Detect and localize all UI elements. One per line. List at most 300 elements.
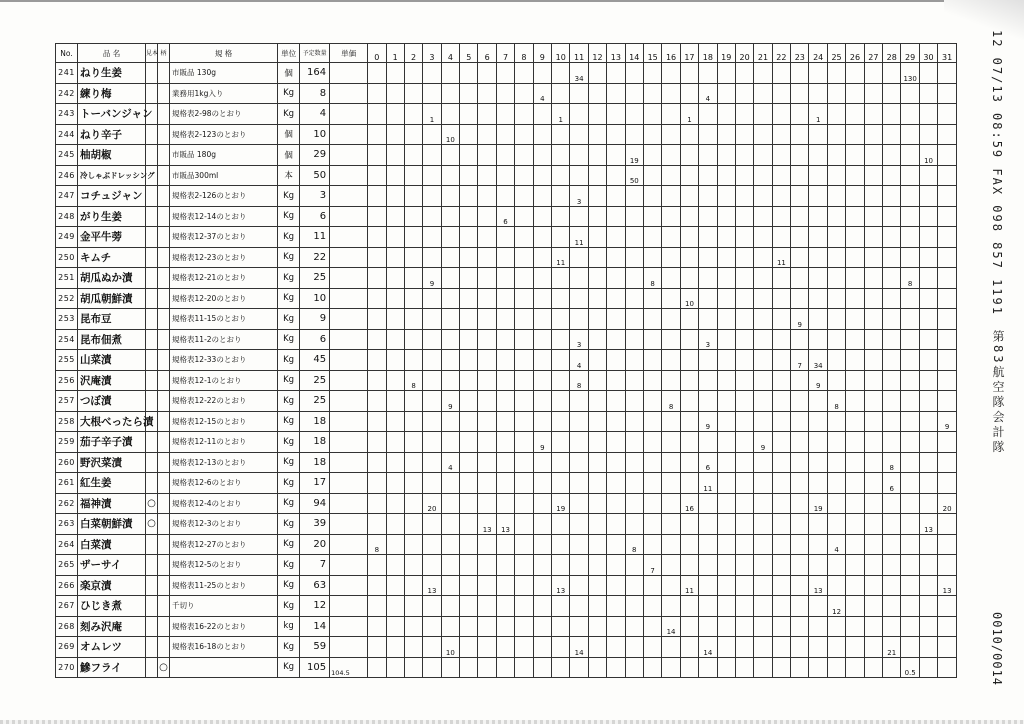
day-cell-11 bbox=[570, 493, 588, 514]
day-cell-25 bbox=[827, 288, 845, 309]
day-cell-3 bbox=[423, 124, 441, 145]
day-cell-14 bbox=[625, 268, 643, 289]
day-cell-8 bbox=[515, 247, 533, 268]
day-cell-29 bbox=[901, 165, 919, 186]
day-cell-3 bbox=[423, 350, 441, 371]
sample-mark bbox=[146, 309, 158, 330]
day-cell-20 bbox=[735, 514, 753, 535]
day-cell-13 bbox=[607, 104, 625, 125]
item-unit: 個 bbox=[278, 63, 300, 84]
item-unit: 個 bbox=[278, 145, 300, 166]
day-cell-6 bbox=[478, 104, 496, 125]
day-cell-14 bbox=[625, 432, 643, 453]
table-row bbox=[56, 370, 957, 391]
item-unit: Kg bbox=[278, 637, 300, 658]
header-day-24: 24 bbox=[809, 44, 827, 63]
day-cell-12 bbox=[588, 596, 606, 617]
day-cell-28: 21 bbox=[883, 637, 901, 658]
item-unit: Kg bbox=[278, 350, 300, 371]
day-cell-0 bbox=[368, 473, 386, 494]
day-cell-31 bbox=[938, 370, 957, 391]
day-cell-22 bbox=[772, 83, 790, 104]
day-cell-13 bbox=[607, 124, 625, 145]
row-number: 256 bbox=[56, 370, 78, 391]
day-cell-8 bbox=[515, 186, 533, 207]
day-cell-13 bbox=[607, 145, 625, 166]
day-cell-24 bbox=[809, 391, 827, 412]
day-cell-5 bbox=[460, 514, 478, 535]
day-cell-7 bbox=[496, 616, 514, 637]
day-cell-20 bbox=[735, 309, 753, 330]
header-day-17: 17 bbox=[680, 44, 698, 63]
day-cell-26 bbox=[846, 165, 864, 186]
day-cell-23 bbox=[791, 452, 809, 473]
day-cell-28 bbox=[883, 350, 901, 371]
pattern-mark bbox=[158, 247, 170, 268]
day-cell-30 bbox=[919, 432, 937, 453]
day-cell-26 bbox=[846, 452, 864, 473]
day-cell-10 bbox=[552, 288, 570, 309]
day-cell-0 bbox=[368, 452, 386, 473]
day-cell-31 bbox=[938, 145, 957, 166]
day-cell-11 bbox=[570, 206, 588, 227]
day-cell-20 bbox=[735, 391, 753, 412]
day-cell-24 bbox=[809, 452, 827, 473]
day-cell-19 bbox=[717, 124, 735, 145]
day-cell-3 bbox=[423, 555, 441, 576]
day-cell-18 bbox=[699, 350, 717, 371]
day-cell-7 bbox=[496, 534, 514, 555]
header-day-26: 26 bbox=[846, 44, 864, 63]
day-cell-14 bbox=[625, 411, 643, 432]
planned-quantity: 25 bbox=[300, 391, 330, 412]
day-cell-8 bbox=[515, 657, 533, 678]
day-cell-15 bbox=[643, 432, 661, 453]
unit-price bbox=[330, 268, 368, 289]
day-cell-26 bbox=[846, 83, 864, 104]
header-day-27: 27 bbox=[864, 44, 882, 63]
pattern-mark bbox=[158, 534, 170, 555]
day-cell-31 bbox=[938, 596, 957, 617]
day-cell-4 bbox=[441, 104, 459, 125]
day-cell-29 bbox=[901, 616, 919, 637]
day-cell-6 bbox=[478, 432, 496, 453]
day-cell-16: 14 bbox=[662, 616, 680, 637]
day-cell-27 bbox=[864, 637, 882, 658]
day-cell-8 bbox=[515, 288, 533, 309]
day-cell-8 bbox=[515, 268, 533, 289]
day-cell-2 bbox=[404, 432, 422, 453]
day-cell-27 bbox=[864, 268, 882, 289]
day-cell-27 bbox=[864, 493, 882, 514]
day-cell-9 bbox=[533, 350, 551, 371]
day-cell-4 bbox=[441, 596, 459, 617]
day-cell-12 bbox=[588, 206, 606, 227]
day-cell-31 bbox=[938, 227, 957, 248]
day-cell-1 bbox=[386, 247, 404, 268]
day-cell-14 bbox=[625, 514, 643, 535]
day-cell-31 bbox=[938, 329, 957, 350]
day-cell-27 bbox=[864, 411, 882, 432]
day-cell-29 bbox=[901, 247, 919, 268]
day-cell-12 bbox=[588, 145, 606, 166]
day-cell-19 bbox=[717, 575, 735, 596]
unit-price bbox=[330, 411, 368, 432]
day-cell-1 bbox=[386, 329, 404, 350]
day-cell-10 bbox=[552, 391, 570, 412]
day-cell-26 bbox=[846, 391, 864, 412]
header-day-22: 22 bbox=[772, 44, 790, 63]
day-cell-23 bbox=[791, 555, 809, 576]
day-cell-3 bbox=[423, 288, 441, 309]
day-cell-3 bbox=[423, 165, 441, 186]
pattern-mark bbox=[158, 637, 170, 658]
day-cell-5 bbox=[460, 206, 478, 227]
day-cell-5 bbox=[460, 288, 478, 309]
item-spec: 規格表12-6のとおり bbox=[170, 473, 278, 494]
unit-price bbox=[330, 452, 368, 473]
day-cell-7 bbox=[496, 637, 514, 658]
pattern-mark bbox=[158, 268, 170, 289]
day-cell-23 bbox=[791, 63, 809, 84]
day-cell-6 bbox=[478, 268, 496, 289]
day-cell-12 bbox=[588, 104, 606, 125]
day-cell-21 bbox=[754, 145, 772, 166]
table-row bbox=[56, 391, 957, 412]
day-cell-22 bbox=[772, 227, 790, 248]
day-cell-1 bbox=[386, 575, 404, 596]
day-cell-26 bbox=[846, 514, 864, 535]
day-cell-8 bbox=[515, 534, 533, 555]
day-cell-23 bbox=[791, 165, 809, 186]
day-cell-14 bbox=[625, 309, 643, 330]
day-cell-20 bbox=[735, 288, 753, 309]
day-cell-0 bbox=[368, 370, 386, 391]
item-unit: Kg bbox=[278, 555, 300, 576]
day-cell-0 bbox=[368, 514, 386, 535]
day-cell-24 bbox=[809, 288, 827, 309]
day-cell-26 bbox=[846, 616, 864, 637]
table-row bbox=[56, 288, 957, 309]
sample-mark bbox=[146, 637, 158, 658]
day-cell-28 bbox=[883, 83, 901, 104]
day-cell-22 bbox=[772, 616, 790, 637]
day-cell-20 bbox=[735, 227, 753, 248]
day-cell-22 bbox=[772, 186, 790, 207]
row-number: 260 bbox=[56, 452, 78, 473]
day-cell-16 bbox=[662, 514, 680, 535]
day-cell-25 bbox=[827, 83, 845, 104]
day-cell-11 bbox=[570, 288, 588, 309]
day-cell-27 bbox=[864, 124, 882, 145]
header-spec: 規 格 bbox=[170, 44, 278, 63]
day-cell-1 bbox=[386, 452, 404, 473]
day-cell-27 bbox=[864, 657, 882, 678]
day-cell-28 bbox=[883, 514, 901, 535]
day-cell-1 bbox=[386, 370, 404, 391]
day-cell-18 bbox=[699, 309, 717, 330]
day-cell-27 bbox=[864, 575, 882, 596]
day-cell-7 bbox=[496, 247, 514, 268]
day-cell-5 bbox=[460, 165, 478, 186]
item-unit: Kg bbox=[278, 473, 300, 494]
day-cell-14 bbox=[625, 616, 643, 637]
day-cell-25 bbox=[827, 63, 845, 84]
item-spec: 市販品 180g bbox=[170, 145, 278, 166]
day-cell-27 bbox=[864, 350, 882, 371]
day-cell-25: 12 bbox=[827, 596, 845, 617]
table-row bbox=[56, 350, 957, 371]
day-cell-2 bbox=[404, 63, 422, 84]
day-cell-18 bbox=[699, 145, 717, 166]
day-cell-3 bbox=[423, 309, 441, 330]
day-cell-27 bbox=[864, 227, 882, 248]
day-cell-19 bbox=[717, 596, 735, 617]
day-cell-11 bbox=[570, 104, 588, 125]
day-cell-11: 3 bbox=[570, 329, 588, 350]
planned-quantity: 22 bbox=[300, 247, 330, 268]
day-cell-29 bbox=[901, 575, 919, 596]
day-cell-31 bbox=[938, 391, 957, 412]
day-cell-22 bbox=[772, 104, 790, 125]
day-cell-16 bbox=[662, 657, 680, 678]
day-cell-29 bbox=[901, 432, 919, 453]
day-cell-5 bbox=[460, 268, 478, 289]
table-row bbox=[56, 329, 957, 350]
day-cell-26 bbox=[846, 268, 864, 289]
header-day-8: 8 bbox=[515, 44, 533, 63]
day-cell-3: 13 bbox=[423, 575, 441, 596]
item-name: 胡瓜ぬか漬 bbox=[78, 268, 146, 289]
day-cell-25 bbox=[827, 473, 845, 494]
day-cell-1 bbox=[386, 391, 404, 412]
day-cell-13 bbox=[607, 637, 625, 658]
day-cell-6 bbox=[478, 227, 496, 248]
day-cell-6 bbox=[478, 145, 496, 166]
day-cell-28 bbox=[883, 616, 901, 637]
day-cell-15 bbox=[643, 288, 661, 309]
day-cell-30 bbox=[919, 227, 937, 248]
day-cell-2 bbox=[404, 493, 422, 514]
day-cell-18: 14 bbox=[699, 637, 717, 658]
day-cell-1 bbox=[386, 637, 404, 658]
unit-price bbox=[330, 145, 368, 166]
day-cell-28 bbox=[883, 329, 901, 350]
row-number: 248 bbox=[56, 206, 78, 227]
day-cell-15 bbox=[643, 534, 661, 555]
day-cell-30 bbox=[919, 186, 937, 207]
sample-mark bbox=[146, 391, 158, 412]
sample-mark bbox=[146, 432, 158, 453]
day-cell-3 bbox=[423, 534, 441, 555]
day-cell-11 bbox=[570, 124, 588, 145]
day-cell-28: 6 bbox=[883, 473, 901, 494]
day-cell-17 bbox=[680, 555, 698, 576]
day-cell-7 bbox=[496, 227, 514, 248]
day-cell-16 bbox=[662, 83, 680, 104]
pattern-mark bbox=[158, 329, 170, 350]
day-cell-22 bbox=[772, 206, 790, 227]
day-cell-5 bbox=[460, 596, 478, 617]
day-cell-29 bbox=[901, 206, 919, 227]
item-unit: Kg bbox=[278, 309, 300, 330]
order-sheet bbox=[55, 43, 957, 678]
day-cell-18 bbox=[699, 288, 717, 309]
day-cell-24 bbox=[809, 268, 827, 289]
day-cell-25 bbox=[827, 309, 845, 330]
day-cell-23 bbox=[791, 288, 809, 309]
day-cell-6 bbox=[478, 83, 496, 104]
day-cell-27 bbox=[864, 104, 882, 125]
day-cell-25 bbox=[827, 165, 845, 186]
header-unit: 単位 bbox=[278, 44, 300, 63]
row-number: 259 bbox=[56, 432, 78, 453]
planned-quantity: 18 bbox=[300, 411, 330, 432]
day-cell-18 bbox=[699, 268, 717, 289]
day-cell-20 bbox=[735, 186, 753, 207]
day-cell-27 bbox=[864, 514, 882, 535]
day-cell-1 bbox=[386, 124, 404, 145]
pattern-mark bbox=[158, 452, 170, 473]
day-cell-24 bbox=[809, 206, 827, 227]
day-cell-27 bbox=[864, 473, 882, 494]
day-cell-4: 10 bbox=[441, 637, 459, 658]
day-cell-28 bbox=[883, 596, 901, 617]
day-cell-15: 8 bbox=[643, 268, 661, 289]
day-cell-10 bbox=[552, 145, 570, 166]
day-cell-19 bbox=[717, 657, 735, 678]
day-cell-9 bbox=[533, 637, 551, 658]
sample-mark bbox=[146, 288, 158, 309]
day-cell-7 bbox=[496, 493, 514, 514]
unit-price bbox=[330, 432, 368, 453]
day-cell-11 bbox=[570, 575, 588, 596]
day-cell-17 bbox=[680, 473, 698, 494]
row-number: 266 bbox=[56, 575, 78, 596]
day-cell-22 bbox=[772, 596, 790, 617]
day-cell-21 bbox=[754, 329, 772, 350]
day-cell-18 bbox=[699, 575, 717, 596]
day-cell-30 bbox=[919, 104, 937, 125]
planned-quantity: 25 bbox=[300, 370, 330, 391]
day-cell-21 bbox=[754, 247, 772, 268]
day-cell-15 bbox=[643, 370, 661, 391]
day-cell-8 bbox=[515, 329, 533, 350]
day-cell-14 bbox=[625, 104, 643, 125]
day-cell-24 bbox=[809, 616, 827, 637]
day-cell-11: 4 bbox=[570, 350, 588, 371]
day-cell-10 bbox=[552, 227, 570, 248]
item-name: 野沢菜漬 bbox=[78, 452, 146, 473]
day-cell-22 bbox=[772, 493, 790, 514]
header-day-28: 28 bbox=[883, 44, 901, 63]
unit-price bbox=[330, 350, 368, 371]
item-spec: 規格表2-123のとおり bbox=[170, 124, 278, 145]
item-name: 昆布佃煮 bbox=[78, 329, 146, 350]
day-cell-27 bbox=[864, 534, 882, 555]
unit-price bbox=[330, 206, 368, 227]
planned-quantity: 20 bbox=[300, 534, 330, 555]
day-cell-30 bbox=[919, 370, 937, 391]
day-cell-0: 8 bbox=[368, 534, 386, 555]
day-cell-14 bbox=[625, 575, 643, 596]
day-cell-17 bbox=[680, 247, 698, 268]
day-cell-7 bbox=[496, 555, 514, 576]
day-cell-17 bbox=[680, 514, 698, 535]
day-cell-27 bbox=[864, 186, 882, 207]
day-cell-22 bbox=[772, 555, 790, 576]
day-cell-30 bbox=[919, 575, 937, 596]
day-cell-26 bbox=[846, 186, 864, 207]
day-cell-19 bbox=[717, 370, 735, 391]
day-cell-11 bbox=[570, 268, 588, 289]
pattern-mark bbox=[158, 473, 170, 494]
day-cell-21 bbox=[754, 186, 772, 207]
day-cell-2 bbox=[404, 616, 422, 637]
pattern-mark bbox=[158, 309, 170, 330]
day-cell-8 bbox=[515, 473, 533, 494]
day-cell-10 bbox=[552, 186, 570, 207]
day-cell-21 bbox=[754, 493, 772, 514]
item-name: ねり辛子 bbox=[78, 124, 146, 145]
day-cell-19 bbox=[717, 350, 735, 371]
row-number: 265 bbox=[56, 555, 78, 576]
day-cell-1 bbox=[386, 268, 404, 289]
day-cell-9 bbox=[533, 452, 551, 473]
day-cell-15 bbox=[643, 309, 661, 330]
item-name: キムチ bbox=[78, 247, 146, 268]
day-cell-14 bbox=[625, 247, 643, 268]
day-cell-6 bbox=[478, 411, 496, 432]
pattern-mark bbox=[158, 124, 170, 145]
day-cell-12 bbox=[588, 124, 606, 145]
planned-quantity: 6 bbox=[300, 329, 330, 350]
unit-price bbox=[330, 329, 368, 350]
row-number: 252 bbox=[56, 288, 78, 309]
day-cell-17 bbox=[680, 616, 698, 637]
day-cell-7 bbox=[496, 145, 514, 166]
day-cell-31 bbox=[938, 63, 957, 84]
day-cell-14 bbox=[625, 391, 643, 412]
unit-price bbox=[330, 555, 368, 576]
day-cell-1 bbox=[386, 616, 404, 637]
day-cell-15 bbox=[643, 493, 661, 514]
day-cell-13 bbox=[607, 473, 625, 494]
day-cell-17: 10 bbox=[680, 288, 698, 309]
day-cell-14 bbox=[625, 657, 643, 678]
day-cell-25 bbox=[827, 329, 845, 350]
day-cell-30 bbox=[919, 165, 937, 186]
unit-price bbox=[330, 288, 368, 309]
day-cell-30 bbox=[919, 288, 937, 309]
sample-mark bbox=[146, 596, 158, 617]
day-cell-24 bbox=[809, 432, 827, 453]
day-cell-27 bbox=[864, 370, 882, 391]
day-cell-6 bbox=[478, 575, 496, 596]
day-cell-23 bbox=[791, 83, 809, 104]
day-cell-2 bbox=[404, 227, 422, 248]
row-number: 263 bbox=[56, 514, 78, 535]
day-cell-15 bbox=[643, 83, 661, 104]
day-cell-13 bbox=[607, 268, 625, 289]
day-cell-13 bbox=[607, 514, 625, 535]
table-row bbox=[56, 411, 957, 432]
day-cell-8 bbox=[515, 104, 533, 125]
day-cell-4 bbox=[441, 247, 459, 268]
table-row bbox=[56, 63, 957, 84]
pattern-mark bbox=[158, 165, 170, 186]
day-cell-12 bbox=[588, 616, 606, 637]
